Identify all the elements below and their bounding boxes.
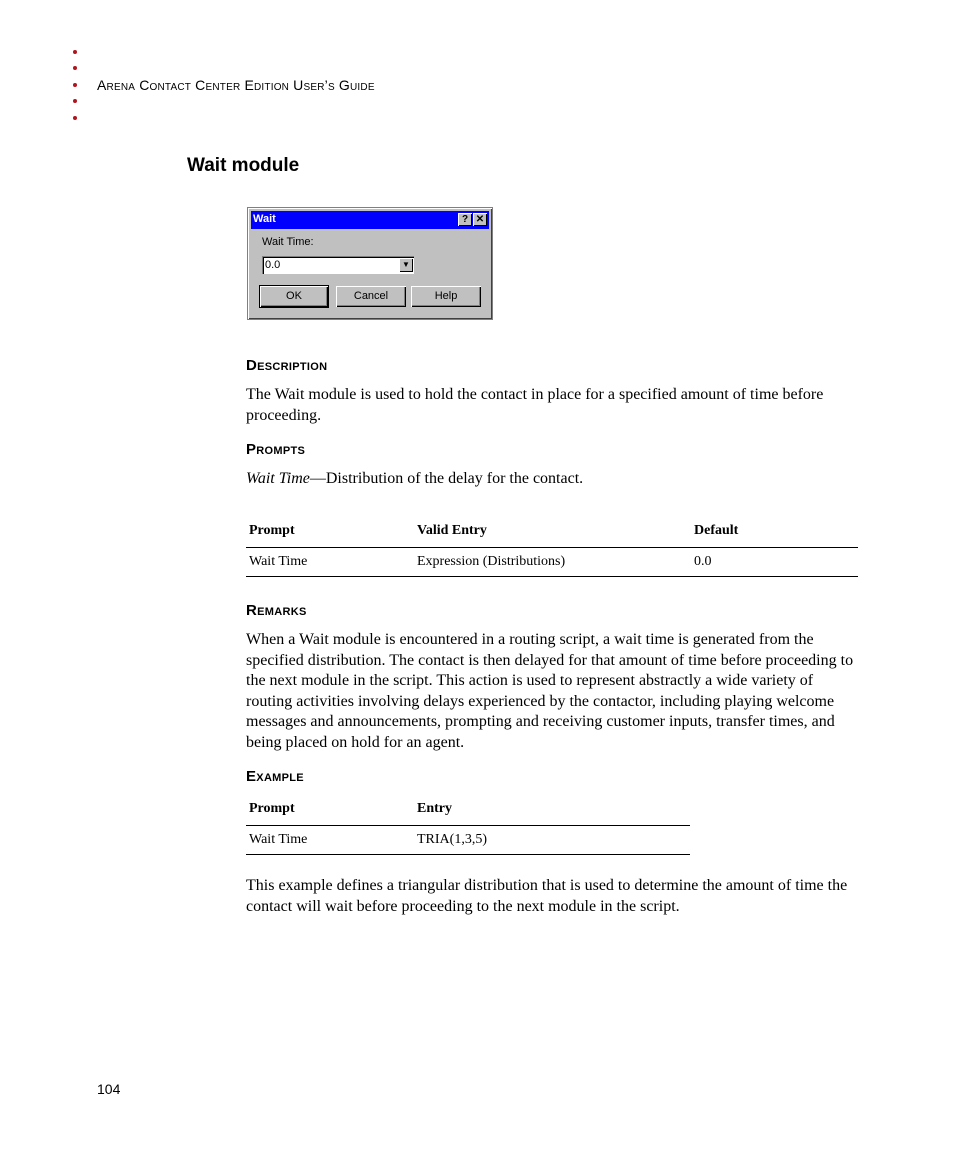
ok-button[interactable]: OK — [260, 286, 328, 307]
example-heading: Example — [246, 768, 304, 785]
section-title: Wait module — [187, 155, 300, 176]
table-cell: Wait Time — [246, 826, 414, 855]
margin-bullet — [73, 99, 77, 103]
prompt-term: Wait Time — [246, 470, 310, 487]
remarks-text: When a Wait module is encountered in a routing script, a wait time is generated from the specified distribution. The contact is then delayed for that amount of time before proceeding to the next module in the script. This action is used to represent abstractly a wide variety of routing activities involving delays experienced by the contactor, including playing welcome messages and announcements, prompting and receiving customer inputs, transfer times, and being placed on hold for an agent. — [246, 631, 854, 751]
table-header: Default — [691, 514, 858, 548]
chevron-down-icon[interactable]: ▼ — [399, 258, 413, 272]
dialog-title: Wait — [253, 213, 276, 225]
margin-bullet — [73, 66, 77, 70]
table-header: Prompt — [246, 514, 414, 548]
description-heading: Description — [246, 357, 328, 374]
running-head: Arena Contact Center Edition User’s Guide — [97, 77, 375, 93]
margin-bullet — [73, 83, 77, 87]
prompt-definition-text: —Distribution of the delay for the contact. — [309, 470, 584, 487]
table-cell: TRIA(1,3,5) — [414, 826, 690, 855]
wait-time-combo[interactable] — [262, 256, 414, 274]
margin-bullet — [73, 116, 77, 120]
table-row — [246, 548, 858, 577]
table-row — [246, 826, 690, 855]
help-button[interactable]: Help — [411, 286, 481, 307]
close-icon[interactable]: ✕ — [473, 213, 487, 226]
example-text: This example defines a triangular distribution that is used to determine the amount of time the contact will wait before proceeding to the next module in the script. — [246, 877, 848, 915]
margin-bullet — [73, 50, 77, 54]
page-number: 104 — [97, 1081, 121, 1097]
prompts-definition — [246, 469, 858, 490]
prompts-heading: Prompts — [246, 441, 306, 458]
wait-dialog — [247, 207, 493, 320]
table-cell: 0.0 — [691, 548, 858, 577]
table-header-row — [246, 792, 690, 826]
table-cell: Wait Time — [246, 548, 414, 577]
help-icon[interactable]: ? — [458, 213, 472, 226]
example-table — [246, 792, 690, 855]
table-header: Prompt — [246, 792, 414, 826]
table-cell: Expression (Distributions) — [414, 548, 691, 577]
wait-time-label: Wait Time: — [262, 236, 314, 248]
table-header: Valid Entry — [414, 514, 691, 548]
remarks-heading: Remarks — [246, 602, 307, 619]
description-text: The Wait module is used to hold the contact in place for a specified amount of time before proceeding. — [246, 386, 824, 424]
cancel-button[interactable]: Cancel — [336, 286, 406, 307]
dialog-titlebar — [251, 211, 489, 229]
table-header-row — [246, 514, 858, 548]
prompts-table — [246, 514, 858, 577]
table-header: Entry — [414, 792, 690, 826]
wait-time-value[interactable]: 0.0 — [265, 259, 281, 271]
